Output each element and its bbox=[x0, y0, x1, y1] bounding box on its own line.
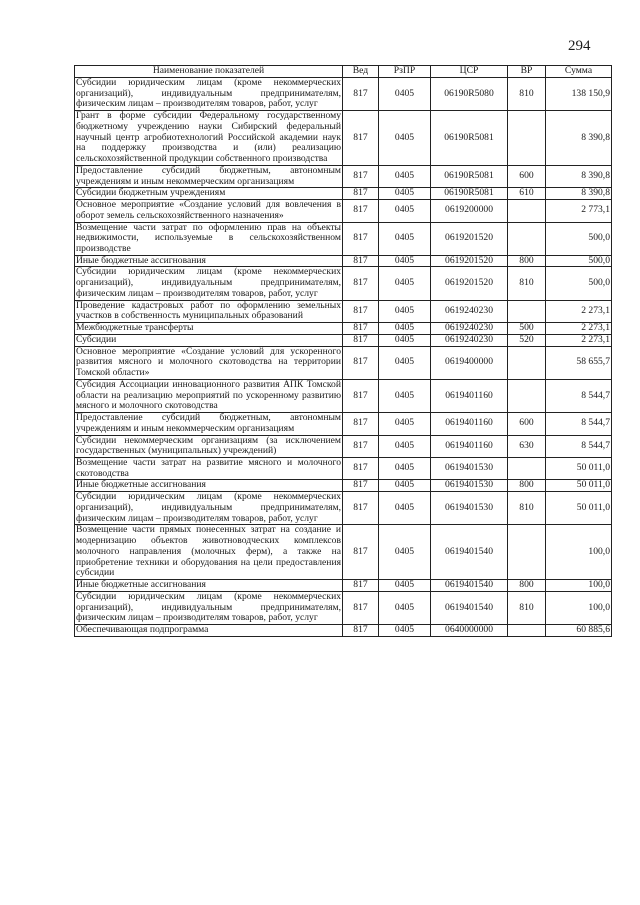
cell-name: Основное мероприятие «Создание условий для вовлечения в оборот земель сельскохозяйственного назначения» bbox=[76, 199, 341, 221]
cell-sum: 8 544,7 bbox=[546, 413, 612, 435]
cell-csr: 0619201520 bbox=[431, 222, 508, 255]
cell-vr: 630 bbox=[508, 435, 546, 457]
cell-rzpr: 0405 bbox=[379, 78, 431, 111]
cell-rzpr: 0405 bbox=[379, 413, 431, 435]
cell-sum: 8 544,7 bbox=[546, 379, 612, 412]
cell-name: Субсидии некоммерческим организациям (за исключением государственных (муниципальных) учреждений) bbox=[76, 434, 341, 457]
cell-vr: 500 bbox=[508, 323, 546, 335]
cell-vr: 810 bbox=[508, 267, 546, 300]
table-row bbox=[75, 379, 612, 412]
table-row bbox=[75, 200, 612, 222]
cell-csr: 0619240230 bbox=[431, 334, 508, 346]
cell-rzpr: 0405 bbox=[379, 188, 431, 200]
cell-rzpr: 0405 bbox=[379, 435, 431, 457]
cell-name: Иные бюджетные ассигнования bbox=[75, 580, 343, 592]
table-row bbox=[75, 525, 612, 580]
cell-name: Субсидия Ассоциации инновационного развития АПК Томской области на реализацию мероприятий по ускоренному развитию мясного и молочного скотоводства bbox=[76, 378, 341, 412]
cell-csr: 0619240230 bbox=[431, 300, 508, 322]
cell-ved: 817 bbox=[343, 525, 379, 580]
cell-rzpr: 0405 bbox=[379, 525, 431, 580]
cell-ved: 817 bbox=[343, 379, 379, 412]
cell-vr bbox=[508, 624, 546, 636]
cell-vr: 810 bbox=[508, 591, 546, 624]
table-header-row bbox=[75, 66, 612, 78]
cell-name: Субсидии юридическим лицам (кроме некоммерческих организаций), индивидуальным предпринимателям, физическим лицам – производителям товаров, работ, услуг bbox=[76, 491, 341, 524]
cell-vr bbox=[508, 525, 546, 580]
cell-csr: 0619401160 bbox=[431, 379, 508, 412]
cell-sum: 100,0 bbox=[546, 580, 612, 592]
cell-ved: 817 bbox=[343, 346, 379, 379]
cell-ved: 817 bbox=[343, 200, 379, 222]
cell-csr: 06190R5081 bbox=[431, 111, 508, 166]
header-csr: ЦСР bbox=[431, 66, 508, 78]
cell-name: Субсидии юридическим лицам (кроме некоммерческих организаций), индивидуальным предпринимателям, физическим лицам – производителям товаров, работ, услуг bbox=[76, 590, 341, 624]
cell-name: Субсидии bbox=[75, 334, 343, 346]
cell-vr: 600 bbox=[508, 413, 546, 435]
cell-sum: 8 390,8 bbox=[546, 165, 612, 187]
cell-sum: 2 273,1 bbox=[546, 300, 612, 322]
table-row bbox=[75, 457, 612, 479]
cell-vr: 800 bbox=[508, 255, 546, 267]
cell-csr: 0619401540 bbox=[431, 525, 508, 580]
cell-rzpr: 0405 bbox=[379, 200, 431, 222]
table-row bbox=[75, 435, 612, 457]
cell-sum: 2 273,1 bbox=[546, 334, 612, 346]
cell-vr: 800 bbox=[508, 480, 546, 492]
cell-name: Субсидии юридическим лицам (кроме некоммерческих организаций), индивидуальным предпринимателям, физическим лицам – производителям товаров, работ, услуг bbox=[76, 266, 341, 299]
table-row bbox=[75, 480, 612, 492]
cell-rzpr: 0405 bbox=[379, 580, 431, 592]
table-row bbox=[75, 267, 612, 300]
table-row bbox=[75, 591, 612, 624]
cell-sum: 8 390,8 bbox=[546, 111, 612, 166]
cell-name: Возмещение части затрат на развитие мясного и молочного скотоводства bbox=[76, 456, 341, 479]
table-row bbox=[75, 492, 612, 525]
cell-csr: 0619401530 bbox=[431, 492, 508, 525]
cell-rzpr: 0405 bbox=[379, 379, 431, 412]
cell-csr: 0619401530 bbox=[431, 480, 508, 492]
cell-ved: 817 bbox=[343, 624, 379, 636]
cell-name: Межбюджетные трансферты bbox=[75, 323, 343, 335]
cell-vr: 610 bbox=[508, 188, 546, 200]
cell-vr: 810 bbox=[508, 492, 546, 525]
cell-ved: 817 bbox=[343, 580, 379, 592]
table-row bbox=[75, 300, 612, 322]
cell-rzpr: 0405 bbox=[379, 346, 431, 379]
cell-rzpr: 0405 bbox=[379, 111, 431, 166]
cell-vr: 810 bbox=[508, 78, 546, 111]
cell-sum: 100,0 bbox=[546, 525, 612, 580]
cell-csr: 0619401530 bbox=[431, 457, 508, 479]
table-row bbox=[75, 624, 612, 636]
header-rzpr: РзПР bbox=[379, 66, 431, 78]
cell-rzpr: 0405 bbox=[379, 624, 431, 636]
table-row bbox=[75, 222, 612, 255]
cell-csr: 0619401160 bbox=[431, 413, 508, 435]
cell-sum: 500,0 bbox=[546, 255, 612, 267]
table-row bbox=[75, 413, 612, 435]
table-row bbox=[75, 334, 612, 346]
table-row bbox=[75, 255, 612, 267]
cell-ved: 817 bbox=[343, 334, 379, 346]
cell-ved: 817 bbox=[343, 111, 379, 166]
cell-name: Возмещение части прямых понесенных затрат на создание и модернизацию объектов животноводческих комплексов молочного направления (молочных ферм), а также на приобретение техники и оборудования на цели предоставления субсидии bbox=[76, 524, 341, 579]
cell-rzpr: 0405 bbox=[379, 255, 431, 267]
cell-sum: 58 655,7 bbox=[546, 346, 612, 379]
cell-csr: 0619200000 bbox=[431, 200, 508, 222]
cell-rzpr: 0405 bbox=[379, 457, 431, 479]
cell-rzpr: 0405 bbox=[379, 300, 431, 322]
cell-sum: 8 390,8 bbox=[546, 188, 612, 200]
cell-name: Иные бюджетные ассигнования bbox=[75, 480, 343, 492]
cell-csr: 0619400000 bbox=[431, 346, 508, 379]
cell-name: Предоставление субсидий бюджетным, автономным учреждениям и иным некоммерческим организациям bbox=[76, 412, 341, 434]
cell-rzpr: 0405 bbox=[379, 267, 431, 300]
cell-rzpr: 0405 bbox=[379, 480, 431, 492]
table-row bbox=[75, 346, 612, 379]
cell-sum: 60 885,6 bbox=[546, 624, 612, 636]
cell-name: Иные бюджетные ассигнования bbox=[75, 255, 343, 267]
cell-csr: 0619401540 bbox=[431, 591, 508, 624]
cell-ved: 817 bbox=[343, 480, 379, 492]
cell-ved: 817 bbox=[343, 492, 379, 525]
cell-ved: 817 bbox=[343, 591, 379, 624]
cell-sum: 50 011,0 bbox=[546, 480, 612, 492]
cell-vr bbox=[508, 346, 546, 379]
header-ved: Вед bbox=[343, 66, 379, 78]
cell-ved: 817 bbox=[343, 255, 379, 267]
cell-name: Обеспечивающая подпрограмма bbox=[75, 624, 343, 636]
table-row bbox=[75, 78, 612, 111]
cell-sum: 50 011,0 bbox=[546, 492, 612, 525]
cell-csr: 0619401540 bbox=[431, 580, 508, 592]
cell-csr: 0619201520 bbox=[431, 255, 508, 267]
cell-vr bbox=[508, 457, 546, 479]
header-sum: Сумма bbox=[546, 66, 612, 78]
cell-name: Предоставление субсидий бюджетным, автономным учреждениям и иным некоммерческим организациям bbox=[76, 164, 341, 187]
cell-vr: 600 bbox=[508, 165, 546, 187]
cell-sum: 500,0 bbox=[546, 267, 612, 300]
table-row bbox=[75, 580, 612, 592]
cell-sum: 100,0 bbox=[546, 591, 612, 624]
cell-name: Проведение кадастровых работ по оформлению земельных участков в собственность муниципальных образований bbox=[76, 299, 341, 322]
cell-csr: 0640000000 bbox=[431, 624, 508, 636]
cell-vr bbox=[508, 300, 546, 322]
cell-ved: 817 bbox=[343, 222, 379, 255]
cell-sum: 500,0 bbox=[546, 222, 612, 255]
cell-ved: 817 bbox=[343, 188, 379, 200]
cell-rzpr: 0405 bbox=[379, 334, 431, 346]
cell-name: Грант в форме субсидии Федеральному государственному бюджетному учреждению науки Сибирский федеральный научный центр агробиотехнологий Российской академии наук на поддержку производства и (или) реализацию сельскохозяйственной продукции собственного производства bbox=[76, 110, 341, 165]
table-row bbox=[75, 165, 612, 187]
cell-ved: 817 bbox=[343, 300, 379, 322]
cell-csr: 06190R5081 bbox=[431, 165, 508, 187]
cell-ved: 817 bbox=[343, 457, 379, 479]
cell-sum: 8 544,7 bbox=[546, 435, 612, 457]
cell-rzpr: 0405 bbox=[379, 591, 431, 624]
cell-ved: 817 bbox=[343, 267, 379, 300]
cell-ved: 817 bbox=[343, 78, 379, 111]
cell-csr: 0619401160 bbox=[431, 435, 508, 457]
cell-rzpr: 0405 bbox=[379, 323, 431, 335]
header-vr: ВР bbox=[508, 66, 546, 78]
budget-table bbox=[74, 65, 612, 637]
cell-vr bbox=[508, 200, 546, 222]
cell-csr: 0619240230 bbox=[431, 323, 508, 335]
table-row bbox=[75, 111, 612, 166]
cell-ved: 817 bbox=[343, 165, 379, 187]
cell-sum: 2 273,1 bbox=[546, 323, 612, 335]
cell-rzpr: 0405 bbox=[379, 222, 431, 255]
table-row bbox=[75, 323, 612, 335]
cell-name: Субсидии юридическим лицам (кроме некоммерческих организаций), индивидуальным предпринимателям, физическим лицам – производителям товаров, работ, услуг bbox=[76, 77, 341, 110]
cell-csr: 0619201520 bbox=[431, 267, 508, 300]
header-name: Наименование показателей bbox=[75, 66, 343, 78]
cell-name: Возмещение части затрат по оформлению прав на объекты недвижимости, используемые в сельскохозяйственном производстве bbox=[76, 221, 341, 255]
cell-vr bbox=[508, 111, 546, 166]
page-number: 294 bbox=[568, 38, 591, 54]
cell-sum: 50 011,0 bbox=[546, 457, 612, 479]
cell-rzpr: 0405 bbox=[379, 492, 431, 525]
cell-name: Основное мероприятие «Создание условий для ускоренного развития мясного и молочного скотоводства на территории Томской области» bbox=[76, 345, 341, 379]
cell-sum: 2 773,1 bbox=[546, 200, 612, 222]
cell-ved: 817 bbox=[343, 323, 379, 335]
cell-csr: 06190R5081 bbox=[431, 188, 508, 200]
cell-vr: 520 bbox=[508, 334, 546, 346]
cell-name: Субсидии бюджетным учреждениям bbox=[75, 188, 343, 200]
cell-csr: 06190R5080 bbox=[431, 78, 508, 111]
cell-vr bbox=[508, 222, 546, 255]
table-row bbox=[75, 188, 612, 200]
cell-vr: 800 bbox=[508, 580, 546, 592]
cell-sum: 138 150,9 bbox=[546, 78, 612, 111]
cell-ved: 817 bbox=[343, 413, 379, 435]
cell-vr bbox=[508, 379, 546, 412]
cell-ved: 817 bbox=[343, 435, 379, 457]
cell-rzpr: 0405 bbox=[379, 165, 431, 187]
